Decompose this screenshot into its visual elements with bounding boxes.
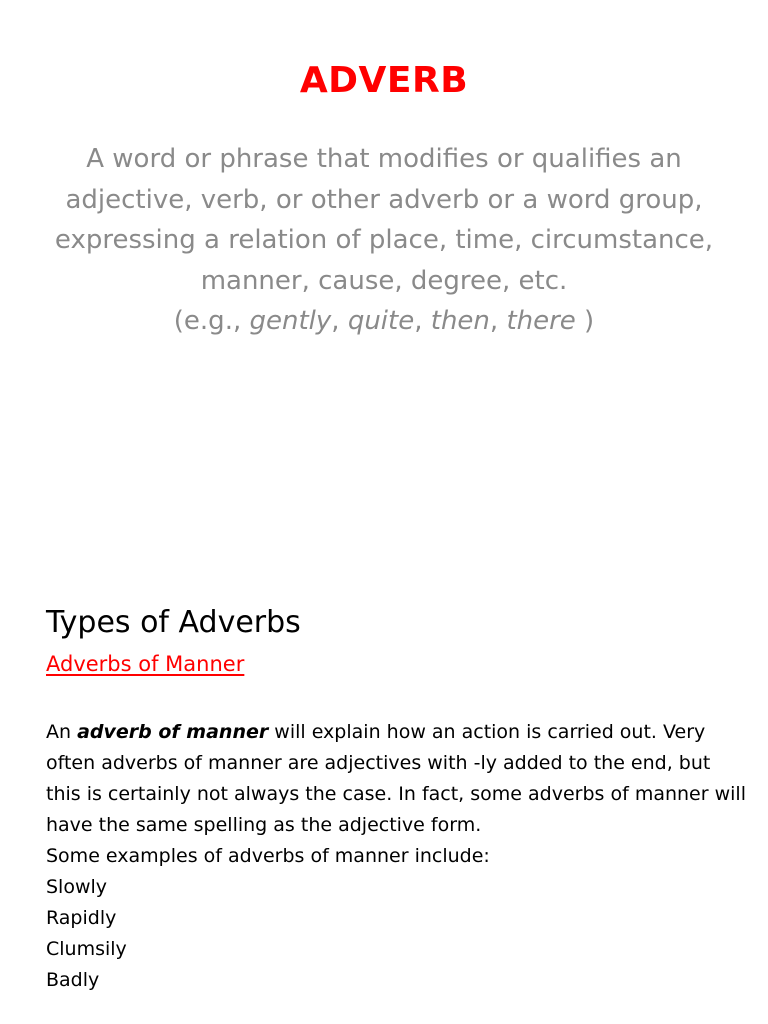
subsection-heading: Adverbs of Manner [46, 652, 245, 676]
definition-text [40, 139, 728, 342]
paragraph-rest: will explain how an action is carried out. Very often adverbs of manner are adjectives with -ly added to the end, but this is certainly not always the case. In fact, some adverbs of manner will have the same spelling as the adjective form. [46, 721, 746, 836]
examples-open: (e.g., [173, 306, 250, 336]
list-item: Badly [46, 969, 100, 991]
example-word: there [506, 306, 576, 336]
slide-title: ADVERB [299, 60, 469, 101]
slide-types-of-adverbs [0, 560, 768, 1024]
examples-close: ) [575, 306, 595, 336]
example-word: quite [347, 306, 415, 336]
examples-separator: , [414, 306, 431, 336]
body-text [46, 717, 746, 996]
key-term: adverb of manner [77, 721, 269, 743]
examples-separator: , [331, 306, 348, 336]
definition-body: A word or phrase that modifies or qualifies an adjective, verb, or other adverb or a word group, expressing a relation of place, time, circumstance, manner, cause, degree, etc. [54, 144, 714, 296]
paragraph-prefix: An [46, 721, 78, 743]
list-item: Slowly [46, 876, 108, 898]
examples-intro: Some examples of adverbs of manner include: [46, 845, 490, 867]
example-word: then [430, 306, 490, 336]
example-word: gently [249, 306, 332, 336]
list-item: Rapidly [46, 907, 117, 929]
manner-paragraph [46, 717, 746, 841]
section-heading: Types of Adverbs [46, 605, 301, 640]
examples-separator: , [489, 306, 507, 336]
examples-list [46, 872, 746, 996]
list-item: Clumsily [46, 938, 127, 960]
